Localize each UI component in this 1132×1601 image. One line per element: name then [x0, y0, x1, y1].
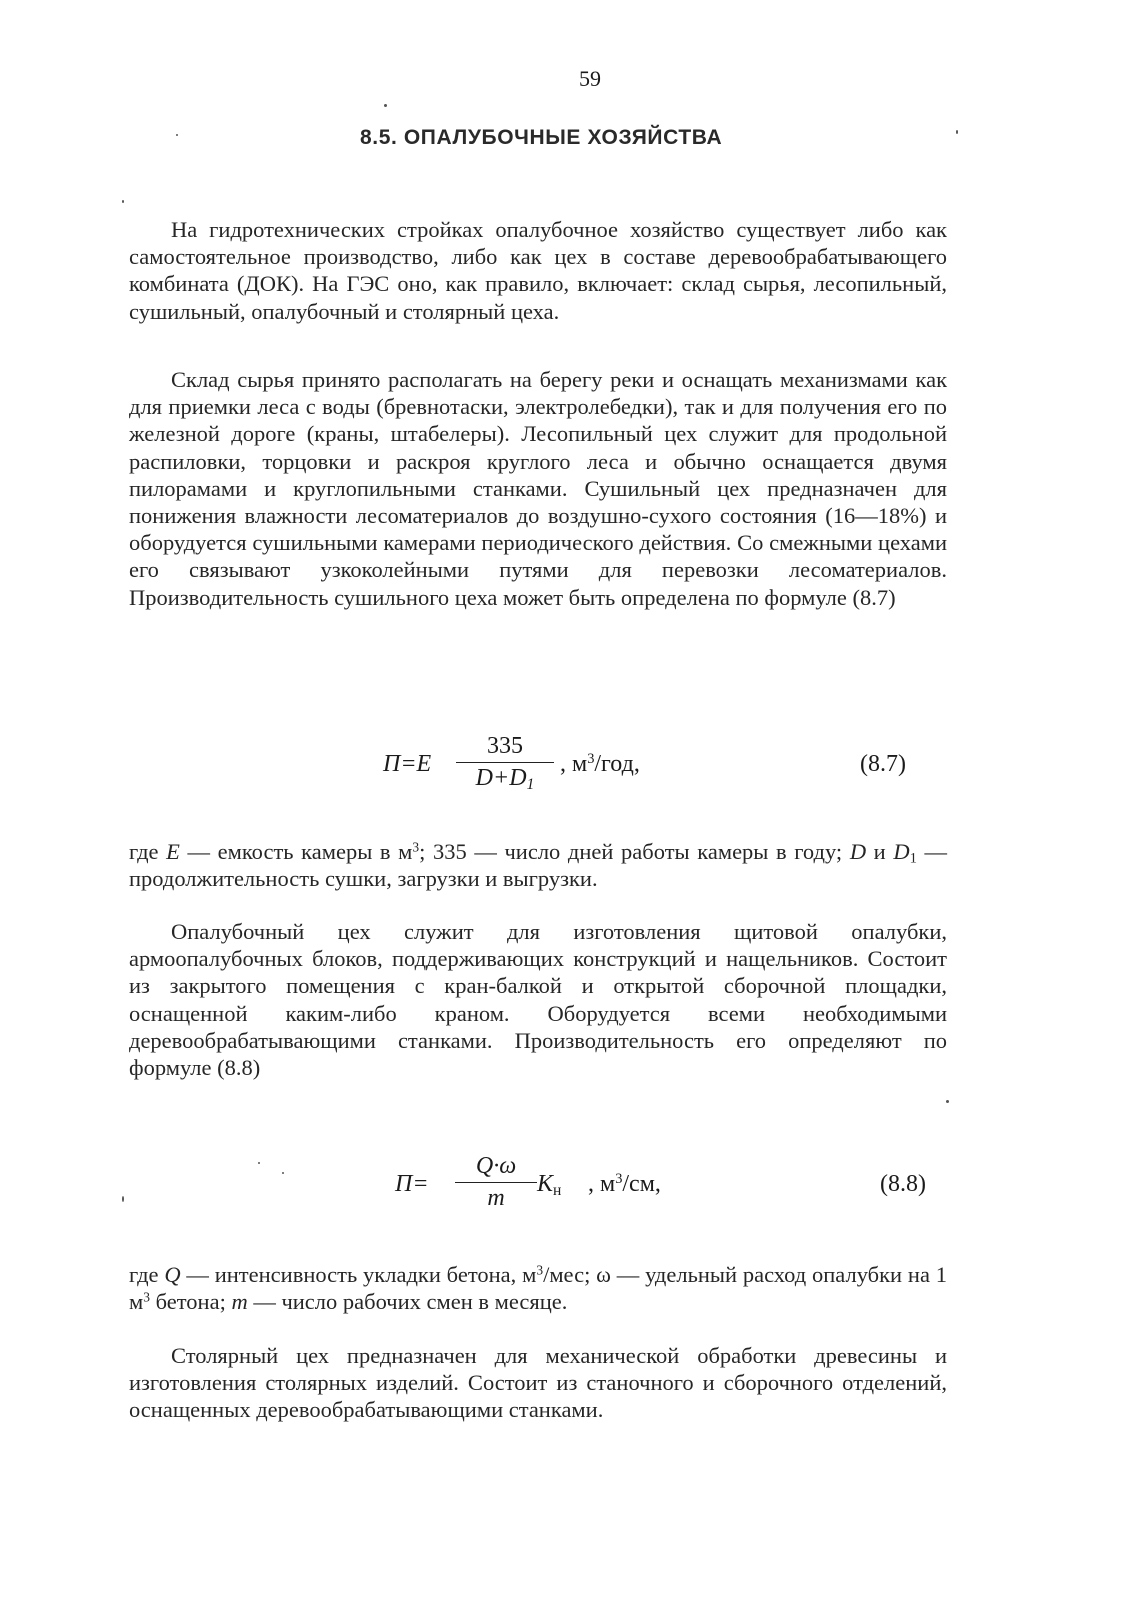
formula-8-7-unit	[560, 751, 640, 778]
p3-text-a: где	[129, 839, 167, 864]
p3-text-b: — емкость камеры в м	[179, 839, 413, 864]
scan-speck	[282, 1172, 284, 1174]
formula-8-8-unit-prefix: , м	[588, 1171, 616, 1197]
p5-text-b: — интенсивность укладки бетона, м	[180, 1262, 537, 1287]
formula-8-8-k	[537, 1171, 561, 1198]
section-title: 8.5. ОПАЛУБОЧНЫЕ ХОЗЯЙСТВА	[360, 126, 723, 149]
paragraph-workshops: Склад сырья принято располагать на берегу реки и оснащать механизмами как для приемки леса с воды (бревнотаски, электролебедки), так и для получения его по железной дороге (краны, штабелеры). Лесопильный цех служит для продольной распиловки, торцовки и раскроя круглого леса и обычно оснащается двумя пилорамами и круглопильными станками. Сушильный цех предназначен для понижения влажности лесоматериалов до воздушно-сухого состояния (16—18%) и оборудуется сушильными камерами периодического действия. Со смежными цехами его связывают узкоколейными путями для перевозки лесоматериалов. Производительность сушильного цеха может быть определена по формуле (8.7)	[129, 367, 947, 610]
formula-8-7-denominator	[456, 763, 554, 792]
scan-speck	[122, 200, 124, 203]
formula-8-7-fraction	[456, 733, 554, 792]
p3-var-d: D	[849, 839, 867, 864]
formula-8-7-unit-suffix: /год,	[594, 751, 640, 777]
scan-speck	[956, 130, 958, 134]
formula-8-8-unit	[588, 1171, 661, 1198]
formula-8-8-number: (8.8)	[880, 1171, 926, 1197]
p5-sup-1: 3	[536, 1262, 544, 1278]
scan-speck	[384, 104, 387, 107]
paragraph-joinery-shop: Столярный цех предназначен для механической обработки древесины и изготовления столярных изделий. Состоит из станочного и сборочного отделений, оснащенных деревообрабатывающими станками.	[129, 1343, 947, 1423]
p3-text-e: — продолжительность сушки, загрузки и выгрузки.	[129, 839, 948, 892]
formula-8-8-denominator: m	[487, 1185, 505, 1211]
formula-8-7	[0, 733, 1132, 803]
page-number: 59	[579, 66, 601, 91]
paragraph-where-8-8	[129, 1261, 947, 1315]
p5-text-d: бетона;	[150, 1289, 232, 1315]
formula-8-8-unit-suffix: /см,	[622, 1171, 661, 1197]
p3-var-d1: D	[893, 839, 910, 864]
formula-8-8-numerator: Q·ω	[455, 1153, 537, 1183]
formula-8-7-denominator-main: D+D	[475, 765, 527, 791]
p3-sup-1: 3	[412, 839, 420, 855]
p5-var-q: Q	[164, 1262, 181, 1287]
p3-text-c: ; 335 — число дней работы камеры в году;	[419, 839, 850, 864]
formula-8-8-unit-sup: 3	[615, 1171, 623, 1188]
p5-text-e: — число рабочих смен в месяце.	[247, 1289, 568, 1315]
formula-8-7-lhs: П=E	[383, 751, 432, 777]
scan-speck	[946, 1100, 949, 1103]
p5-sup-2: 3	[143, 1289, 150, 1305]
p5-text-c: /мес; ω — удельный расход опалубки на 1 м	[129, 1262, 947, 1315]
scan-speck	[122, 1196, 124, 1202]
paragraph-intro: На гидротехнических стройках опалубочное хозяйство существует либо как самостоятельное производство, либо как цех в составе деревообрабатывающего комбината (ДОК). На ГЭС оно, как правило, включает: склад сырья, лесопильный, сушильный, опалубочный и столярный цеха.	[129, 217, 947, 324]
formula-8-7-unit-sup: 3	[587, 751, 595, 768]
p3-var-e: E	[166, 839, 180, 864]
formula-8-8	[0, 1153, 1132, 1223]
formula-8-7-numerator: 335	[456, 733, 554, 763]
paragraph-formwork-shop: Опалубочный цех служит для изготовления щитовой опалубки, армоопалубочных блоков, поддерживающих конструкций и нащельников. Состоит из закрытого помещения с кран-балкой и открытой сборочной площадки, оснащенной каким-либо краном. Оборудуется всеми необходимыми деревообрабатывающими станками. Производительность его определяют по формуле (8.8)	[129, 919, 947, 1081]
p3-var-d1-sub: 1	[909, 850, 917, 867]
formula-8-8-lhs: П=	[395, 1171, 429, 1197]
formula-8-7-number: (8.7)	[860, 751, 906, 777]
formula-8-7-denominator-sub: 1	[526, 775, 535, 793]
p5-var-m: m	[231, 1289, 248, 1315]
p3-text-d: и	[866, 839, 894, 864]
formula-8-8-fraction	[455, 1153, 537, 1212]
formula-8-8-k-sub: н	[553, 1181, 562, 1199]
scan-speck	[176, 134, 178, 136]
formula-8-8-k-main: K	[537, 1171, 554, 1197]
paragraph-where-8-7	[129, 838, 947, 892]
p5-text-a: где	[129, 1262, 165, 1287]
formula-8-7-unit-prefix: , м	[560, 751, 588, 777]
scan-speck	[258, 1162, 260, 1164]
